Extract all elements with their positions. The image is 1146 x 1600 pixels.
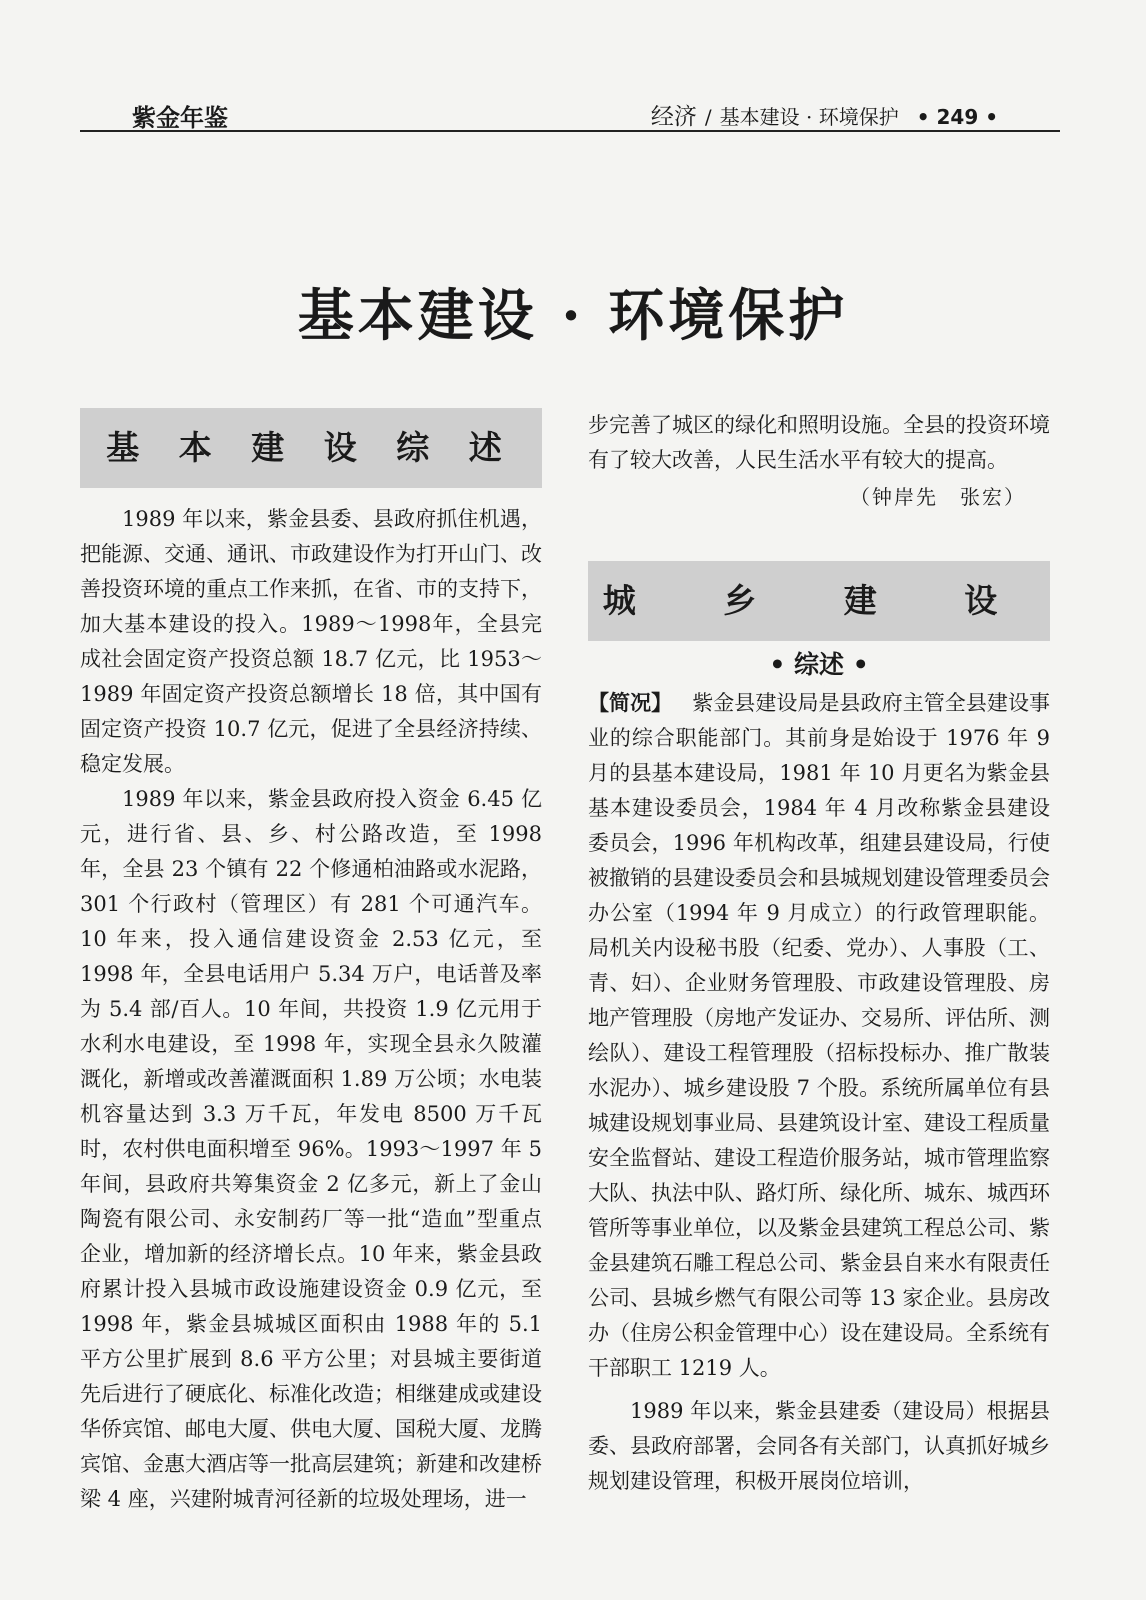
intro-tag: 【简况】 xyxy=(588,690,673,715)
header-section: 经济 xyxy=(650,104,697,130)
header-subsection: 基本建设 · 环境保护 xyxy=(719,105,899,129)
body-paragraph: 1989 年以来，紫金县建委（建设局）根据县委、县政府部署，会同各有关部门，认真抓好城乡规划建设管理，积极开展岗位培训， xyxy=(588,1399,1050,1493)
yearbook-name: 紫金年鉴 xyxy=(132,104,228,132)
header-section-info xyxy=(651,98,998,131)
page-number: • 249 • xyxy=(916,105,998,129)
body-paragraph: 1989 年以来，紫金县政府投入资金 6.45 亿元，进行省、县、乡、村公路改造，至 1998 年，全县 23 个镇有 22 个修通柏油路或水泥路，301 个行政村（管理区）有 281 个可通汽车。10 年来，投入通信建设资金 2.53 亿元，至 1998 年，全县电话用户 5.34 万户，电话普及率为 5.4 部/百人。10 年间，共投资 1.9 亿元用于水利水电建设，至 1998 年，实现全县永久陂灌溉化，新增或改善灌溉面积 1.89 万公顷；水电装机容量达到 3.3 万千瓦，年发电 8500 万千瓦时，农村供电面积增至 96%。1993～1997 年 5 年间，县政府共筹集资金 2 亿多元，新上了金山陶瓷有限公司、永安制药厂等一批“造血”型重点企业，增加新的经济增长点。10 年来，紫金县政府累计投入县城市政设施建设资金 0.9 亿元，至 1998 年，紫金县城城区面积由 1988 年的 5.1 平方公里扩展到 8.6 平方公里；对县城主要街道先后进行了硬底化、标准化改造；相继建成或建设华侨宾馆、邮电大厦、供电大厦、国税大厦、龙腾宾馆、金惠大酒店等一批高层建筑；新建和改建桥梁 4 座，兴建附城青河径新的垃圾处理场，进一 xyxy=(80,787,542,1511)
header-separator: / xyxy=(704,105,712,129)
subheading-overview: • 综述 • xyxy=(769,650,869,679)
body-paragraph: 1989 年以来，紫金县委、县政府抓住机遇，把能源、交通、通讯、市政建设作为打开山门、改善投资环境的重点工作来抓，在省、市的支持下，加大基本建设的投入。1989～1998年，全县完成社会固定资产投资总额 18.7 亿元，比 1953～1989 年固定资产投资总额增长 18 倍，其中国有固定资产投资 10.7 亿元，促进了全县经济持续、稳定发展。 xyxy=(80,507,542,776)
running-header xyxy=(80,96,1060,132)
right-column xyxy=(588,408,1050,1499)
author-credit: （钟岸先 张宏） xyxy=(850,485,1026,509)
intro-paragraph xyxy=(588,685,1050,1386)
left-column xyxy=(80,408,542,1517)
continued-paragraph: 步完善了城区的绿化和照明设施。全县的投资环境有了较大改善，人民生活水平有较大的提高。 xyxy=(588,413,1050,472)
section-banner-construction-overview: 基 本 建 设 综 述 xyxy=(80,408,542,488)
chapter-title: 基本建设 · 环境保护 xyxy=(297,283,849,349)
section-banner-urban-rural: 城 乡 建 设 xyxy=(588,561,1050,641)
intro-text: 紫金县建设局是县政府主管全县建设事业的综合职能部门。其前身是始设于 1976 年 9 月的县基本建设局，1981 年 10 月更名为紫金县基本建设委员会，1984 年 4 月改称紫金县建设委员会，1996 年机构改革，组建县建设局，行使被撤销的县建设委员会和县城规划建设管理委员会办公室（1994 年 9 月成立）的行政管理职能。局机关内设秘书股（纪委、党办）、人事股（工、青、妇）、企业财务管理股、市政建设管理股、房地产管理股（房地产发证办、交易所、评估所、测绘队）、建设工程管理股（招标投标办、推广散装水泥办）、城乡建设股 7 个股。系统所属单位有县城建设规划事业局、县建筑设计室、建设工程质量安全监督站、建设工程造价服务站，城市管理监察大队、执法中队、路灯所、绿化所、城东、城西环管所等事业单位，以及紫金县建筑工程总公司、紫金县建筑石雕工程总公司、紫金县自来水有限责任公司、县城乡燃气有限公司等 13 家企业。县房改办（住房公积金管理中心）设在建设局。全系统有干部职工 1219 人。 xyxy=(588,691,1051,1380)
